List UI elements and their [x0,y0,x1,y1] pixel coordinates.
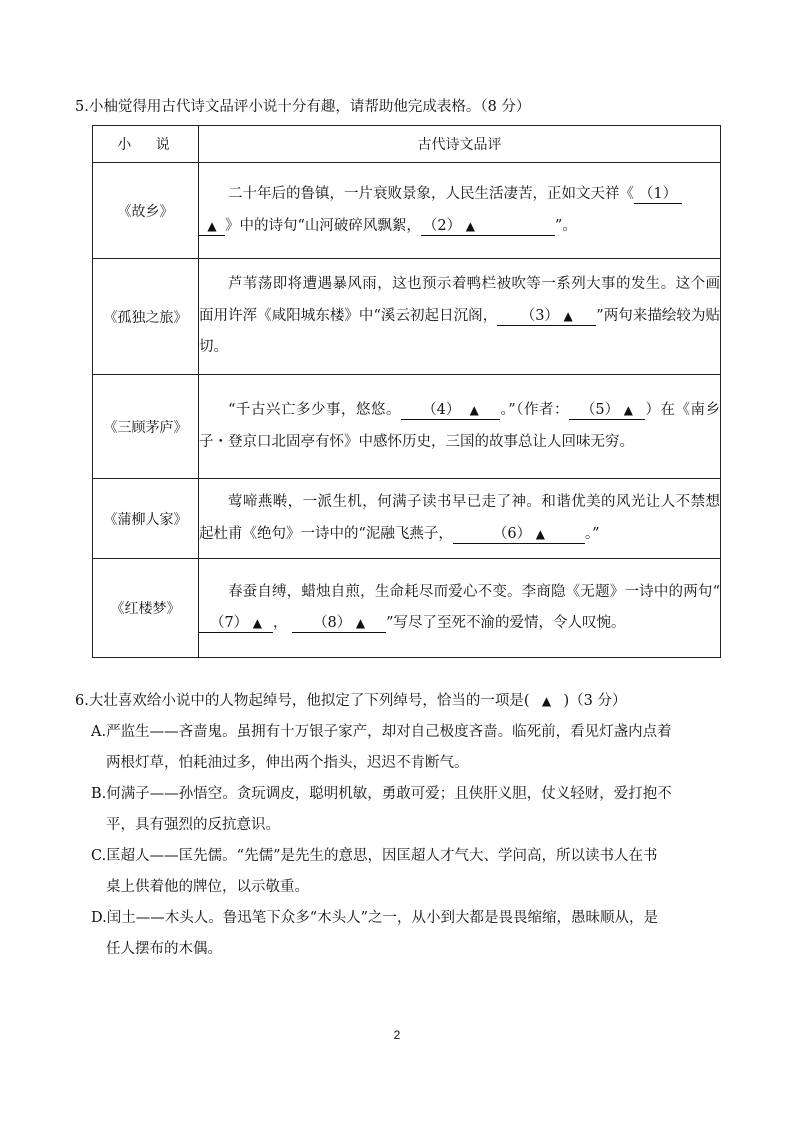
option-d: D.闰土——木头人。鲁迅笔下众多“木头人”之一，从小到大都是畏畏缩缩，愚昧顺从，是 任人摆布的木偶。 [91,910,659,957]
answer-blank-5[interactable]: （5） ▲ [569,401,645,420]
answer-choice-slot[interactable] [530,692,564,710]
table-row [93,479,721,559]
table-row [93,375,721,479]
review-text: 春蚕自缚，蜡烛自煎，生命耗尽而爱心不变。李商隐《无题》一诗中的两句“（7） ▲ ， （8） ▲ ”写尽了至死不渝的爱情，令人叹惋。 [199,559,721,658]
table-header-row [93,126,721,163]
header-review: 古代诗文品评 [199,126,721,163]
answer-blank-8[interactable]: （8） ▲ [292,614,386,633]
triangle-icon: ▲ [541,694,552,708]
triangle-icon: ▲ [563,308,573,323]
triangle-icon: ▲ [535,526,545,541]
answer-blank-2[interactable]: （2） ▲ [421,217,555,236]
table-row [93,163,721,259]
question-6 [75,686,725,965]
novel-title: 《蒲柳人家》 [93,479,199,559]
table-row [93,559,721,658]
review-text: “千古兴亡多少事，悠悠。 （4） ▲ 。”（作者： （5） ▲ ）在《南乡子・登京口北固亭有怀》中感怀历史，三国的故事总让人回味无穷。 [199,375,721,479]
answer-blank-3[interactable]: （3） ▲ [497,307,596,326]
header-novel: 小 说 [93,126,199,163]
novel-title: 《红楼梦》 [93,559,199,658]
poetry-review-table [92,125,721,658]
answer-blank-7[interactable]: （7） ▲ [199,614,273,633]
answer-blank-1[interactable]: （1） [634,185,682,204]
option-b: B.何满子——孙悟空。贪玩调皮，聪明机敏，勇敢可爱；且侠肝义胆，仗义轻财，爱打抱不 平，具有强烈的反抗意识。 [91,786,672,833]
novel-title: 《三顾茅庐》 [93,375,199,479]
review-text: 芦苇荡即将遭遇暴风雨，这也预示着鸭栏被吹等一系列大事的发生。这个画面用许浑《咸阳城东楼》中“溪云初起日沉阁， （3） ▲ ”两句来描绘较为贴切。 [199,259,721,375]
option-c: C.匡超人——匡先儒。“先儒”是先生的意思，因匡超人才气大、学问高，所以读书人在书 桌上供着他的牌位，以示敬重。 [91,848,658,895]
answer-blank-4[interactable]: （4） ▲ [401,401,500,420]
triangle-icon: ▲ [469,403,479,417]
triangle-icon: ▲ [355,616,366,630]
option-a: A.严监生——吝啬鬼。虽拥有十万银子家产，却对自己极度吝啬。临死前，看见灯盏内点着 两根灯草，怕耗油过多，伸出两个指头，迟迟不肯断气。 [91,724,672,771]
triangle-icon: ▲ [623,403,633,417]
triangle-icon: ▲ [465,218,475,233]
review-text: 莺啼燕啭，一派生机，何满子读书早已走了神。和谐优美的风光让人不禁想起杜甫《绝句》一诗中的“泥融飞燕子， （6） ▲ 。” [199,479,721,559]
page-number: 2 [393,1028,401,1042]
answer-blank-1-tail[interactable] [199,217,225,236]
triangle-icon: ▲ [207,218,217,233]
question-6-stem: 6.大壮喜欢给小说中的人物起绰号，他拟定了下列绰号，恰当的一项是( ▲ )（3 分） [75,693,627,709]
novel-title: 《孤独之旅》 [93,259,199,375]
table-row [93,259,721,375]
answer-blank-6[interactable]: （6） ▲ [453,525,585,544]
triangle-icon: ▲ [252,616,263,630]
novel-title: 《故乡》 [93,163,199,259]
review-text: 二十年后的鲁镇，一片衰败景象，人民生活凄苦，正如文天祥《 （1） ▲ 》中的诗句“山河破碎风飘絮， （2） ▲ ”。 [199,163,721,259]
question-5-title: 5.小柚觉得用古代诗文品评小说十分有趣，请帮助他完成表格。（8 分） [75,99,531,115]
